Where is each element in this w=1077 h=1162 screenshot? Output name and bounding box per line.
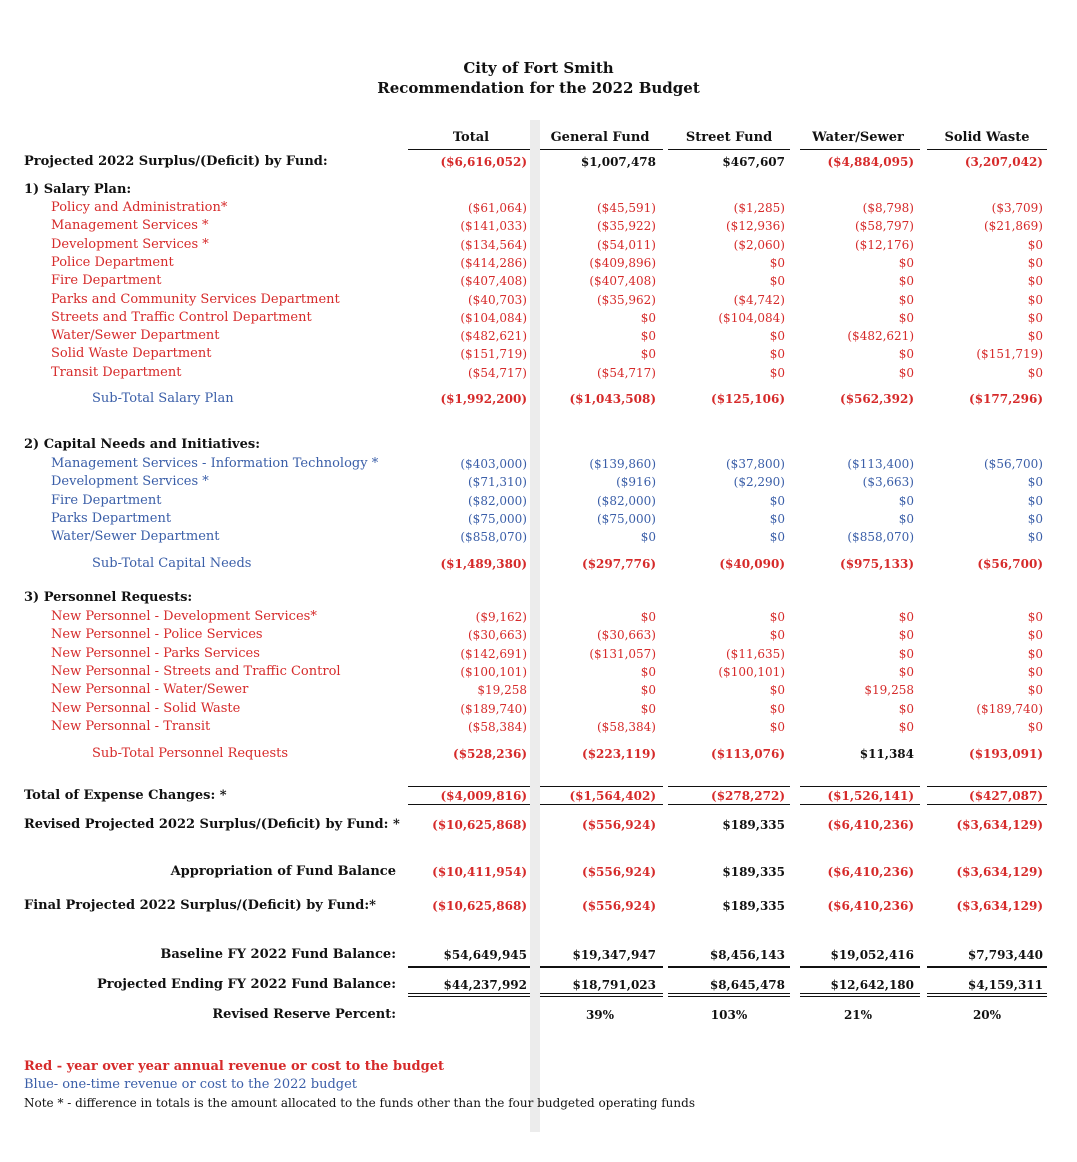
line-item-value-col4: $0 xyxy=(1027,366,1043,380)
appropriation-value-col0: ($10,411,954) xyxy=(432,865,527,879)
line-item-value-col4: $0 xyxy=(1027,256,1043,270)
total-expense-value-col1: ($1,564,402) xyxy=(569,789,656,803)
legend-red: Red - year over year annual revenue or cost to the budget xyxy=(24,1059,444,1074)
line-item-value-col0: ($61,064) xyxy=(468,201,527,215)
line-item-value-col4: ($56,700) xyxy=(984,457,1043,471)
line-item-value-col2: ($104,084) xyxy=(718,311,785,325)
line-item-value-col3: $0 xyxy=(898,311,914,325)
line-item-value-col2: $0 xyxy=(769,274,785,288)
line-item-value-col2: $0 xyxy=(769,702,785,716)
line-item-value-col2: ($37,800) xyxy=(726,457,785,471)
final-projected-value-col3: ($6,410,236) xyxy=(827,899,914,913)
total-expense-bottom-rule-col3 xyxy=(800,804,920,805)
line-item-label: Parks Department xyxy=(51,511,172,526)
line-item-label: New Personnel - Parks Services xyxy=(51,646,260,661)
line-item-value-col2: $0 xyxy=(769,256,785,270)
page-title xyxy=(0,58,1077,98)
projected-value-col0: ($6,616,052) xyxy=(440,155,527,169)
projected-ending-value-col3: $12,642,180 xyxy=(830,978,914,992)
line-item-value-col4: $0 xyxy=(1027,665,1043,679)
projected-value-col2: $467,607 xyxy=(722,155,785,169)
final-projected-value-col2: $189,335 xyxy=(722,899,785,913)
revised-projected-value-col0: ($10,625,868) xyxy=(432,818,527,832)
baseline-rule-col3 xyxy=(800,966,920,968)
line-item-value-col4: $0 xyxy=(1027,647,1043,661)
subtotal-value-2-col4: ($56,700) xyxy=(977,557,1043,571)
reserve-value-col4: 20% xyxy=(972,1008,1002,1022)
baseline-value-col4: $7,793,440 xyxy=(967,948,1043,962)
subtotal-value-3-col3: $11,384 xyxy=(859,747,914,761)
line-item-label: Fire Department xyxy=(51,273,162,288)
column-header-2: Street Fund xyxy=(685,130,773,145)
line-item-value-col2: $0 xyxy=(769,494,785,508)
ending-rule-1-col0 xyxy=(408,993,530,994)
total-expense-bottom-rule-col4 xyxy=(927,804,1047,805)
revised-projected-value-col1: ($556,924) xyxy=(582,818,656,832)
projected-ending-value-col0: $44,237,992 xyxy=(443,978,527,992)
line-item-value-col2: ($100,101) xyxy=(718,665,785,679)
projected-value-col3: ($4,884,095) xyxy=(827,155,914,169)
ending-rule-1-col1 xyxy=(540,993,663,994)
reserve-value-col2: 103% xyxy=(710,1008,748,1022)
line-item-value-col3: $0 xyxy=(898,702,914,716)
line-item-value-col0: ($71,310) xyxy=(468,475,527,489)
baseline-value-col3: $19,052,416 xyxy=(830,948,914,962)
projected-value-col1: $1,007,478 xyxy=(580,155,656,169)
line-item-value-col3: ($113,400) xyxy=(847,457,914,471)
line-item-label: Development Services * xyxy=(51,237,209,252)
ending-rule-2-col3 xyxy=(800,996,920,997)
line-item-value-col0: ($407,408) xyxy=(460,274,527,288)
projected-ending-label: Projected Ending FY 2022 Fund Balance: xyxy=(96,977,396,992)
line-item-value-col4: $0 xyxy=(1027,329,1043,343)
line-item-value-col0: ($75,000) xyxy=(468,512,527,526)
line-item-label: Fire Department xyxy=(51,493,162,508)
revised-projected-value-col3: ($6,410,236) xyxy=(827,818,914,832)
total-expense-label: Total of Expense Changes: * xyxy=(24,788,227,803)
line-item-value-col3: $0 xyxy=(898,293,914,307)
title-line-2: Recommendation for the 2022 Budget xyxy=(377,79,700,97)
line-item-label: Transit Department xyxy=(51,365,182,380)
line-item-value-col2: ($11,635) xyxy=(726,647,785,661)
line-item-label: Streets and Traffic Control Department xyxy=(51,310,312,325)
line-item-value-col3: $0 xyxy=(898,628,914,642)
baseline-value-col0: $54,649,945 xyxy=(443,948,527,962)
total-expense-top-rule-col4 xyxy=(927,786,1047,787)
total-expense-bottom-rule-col1 xyxy=(540,804,663,805)
subtotal-value-3-col0: ($528,236) xyxy=(453,747,527,761)
line-item-value-col2: $0 xyxy=(769,347,785,361)
line-item-value-col2: ($4,742) xyxy=(733,293,785,307)
line-item-label: Parks and Community Services Department xyxy=(51,292,340,307)
column-header-1: General Fund xyxy=(550,130,650,145)
section-heading-2: 2) Capital Needs and Initiatives: xyxy=(24,437,260,452)
baseline-rule-col1 xyxy=(540,966,663,968)
line-item-value-col4: $0 xyxy=(1027,720,1043,734)
line-item-value-col3: $0 xyxy=(898,494,914,508)
line-item-value-col3: $0 xyxy=(898,366,914,380)
header-rule-col3 xyxy=(800,149,920,150)
total-expense-bottom-rule-col0 xyxy=(408,804,530,805)
line-item-label: New Personnal - Water/Sewer xyxy=(51,682,249,697)
final-projected-value-col1: ($556,924) xyxy=(582,899,656,913)
line-item-value-col2: ($2,290) xyxy=(733,475,785,489)
line-item-value-col0: ($30,663) xyxy=(468,628,527,642)
line-item-value-col0: ($58,384) xyxy=(468,720,527,734)
ending-rule-1-col3 xyxy=(800,993,920,994)
total-expense-bottom-rule-col2 xyxy=(668,804,790,805)
line-item-value-col1: $0 xyxy=(640,329,656,343)
line-item-value-col3: ($482,621) xyxy=(847,329,914,343)
line-item-value-col2: ($2,060) xyxy=(733,238,785,252)
legend xyxy=(24,1058,695,1112)
line-item-value-col1: $0 xyxy=(640,702,656,716)
line-item-value-col2: ($1,285) xyxy=(733,201,785,215)
line-item-label: New Personnel - Police Services xyxy=(51,627,263,642)
ending-rule-2-col1 xyxy=(540,996,663,997)
header-rule-col1 xyxy=(540,149,663,150)
projected-label: Projected 2022 Surplus/(Deficit) by Fund: xyxy=(24,154,328,169)
projected-ending-value-col4: $4,159,311 xyxy=(967,978,1043,992)
line-item-value-col3: $0 xyxy=(898,256,914,270)
subtotal-value-3-col1: ($223,119) xyxy=(582,747,656,761)
baseline-rule-col4 xyxy=(927,966,1047,968)
line-item-value-col0: ($189,740) xyxy=(460,702,527,716)
subtotal-value-2-col1: ($297,776) xyxy=(582,557,656,571)
line-item-value-col4: $0 xyxy=(1027,512,1043,526)
ending-rule-2-col2 xyxy=(668,996,790,997)
line-item-value-col1: ($35,922) xyxy=(597,219,656,233)
total-expense-value-col4: ($427,087) xyxy=(969,789,1043,803)
line-item-value-col3: $0 xyxy=(898,274,914,288)
line-item-value-col2: $0 xyxy=(769,683,785,697)
line-item-value-col1: $0 xyxy=(640,311,656,325)
line-item-value-col1: ($131,057) xyxy=(589,647,656,661)
line-item-value-col1: ($409,896) xyxy=(589,256,656,270)
line-item-label: New Personnal - Solid Waste xyxy=(51,701,241,716)
line-item-value-col1: ($916) xyxy=(616,475,656,489)
column-header-3: Water/Sewer xyxy=(812,130,904,145)
header-rule-col4 xyxy=(927,149,1047,150)
final-projected-value-col0: ($10,625,868) xyxy=(432,899,527,913)
line-item-value-col2: $0 xyxy=(769,628,785,642)
line-item-value-col3: $0 xyxy=(898,347,914,361)
line-item-value-col0: ($858,070) xyxy=(460,530,527,544)
line-item-value-col0: ($40,703) xyxy=(468,293,527,307)
line-item-value-col1: $0 xyxy=(640,347,656,361)
total-expense-top-rule-col1 xyxy=(540,786,663,787)
subtotal-label-2: Sub-Total Capital Needs xyxy=(92,556,252,571)
projected-ending-value-col2: $8,645,478 xyxy=(709,978,785,992)
line-item-value-col1: ($54,717) xyxy=(597,366,656,380)
line-item-value-col4: $0 xyxy=(1027,475,1043,489)
section-heading-3: 3) Personnel Requests: xyxy=(24,590,193,605)
general-fund-column-shading xyxy=(530,120,540,1132)
baseline-label: Baseline FY 2022 Fund Balance: xyxy=(160,947,396,962)
line-item-value-col0: ($134,564) xyxy=(460,238,527,252)
line-item-label: Development Services * xyxy=(51,474,209,489)
ending-rule-2-col0 xyxy=(408,996,530,997)
column-header-4: Solid Waste xyxy=(944,130,1030,145)
line-item-value-col1: ($82,000) xyxy=(597,494,656,508)
line-item-label: New Personnal - Transit xyxy=(51,719,211,734)
line-item-value-col1: $0 xyxy=(640,610,656,624)
line-item-value-col3: ($3,663) xyxy=(862,475,914,489)
appropriation-label: Appropriation of Fund Balance xyxy=(170,864,396,879)
total-expense-value-col0: ($4,009,816) xyxy=(440,789,527,803)
line-item-value-col1: ($139,860) xyxy=(589,457,656,471)
line-item-label: New Personnel - Development Services* xyxy=(51,609,317,624)
line-item-value-col0: ($9,162) xyxy=(475,610,527,624)
appropriation-value-col3: ($6,410,236) xyxy=(827,865,914,879)
line-item-value-col0: ($403,000) xyxy=(460,457,527,471)
baseline-value-col2: $8,456,143 xyxy=(709,948,785,962)
line-item-value-col3: $0 xyxy=(898,610,914,624)
line-item-value-col0: ($100,101) xyxy=(460,665,527,679)
section-heading-1: 1) Salary Plan: xyxy=(24,182,132,197)
line-item-value-col4: $0 xyxy=(1027,628,1043,642)
title-line-1: City of Fort Smith xyxy=(463,59,614,77)
line-item-value-col2: $0 xyxy=(769,720,785,734)
line-item-label: Police Department xyxy=(51,255,174,270)
line-item-label: Management Services * xyxy=(51,218,209,233)
line-item-label: Management Services - Information Technology * xyxy=(51,456,379,471)
line-item-value-col0: ($141,033) xyxy=(460,219,527,233)
subtotal-value-1-col2: ($125,106) xyxy=(711,392,785,406)
baseline-rule-col0 xyxy=(408,966,530,968)
line-item-value-col4: $0 xyxy=(1027,293,1043,307)
line-item-value-col3: ($58,797) xyxy=(855,219,914,233)
subtotal-label-1: Sub-Total Salary Plan xyxy=(92,391,234,406)
ending-rule-1-col2 xyxy=(668,993,790,994)
ending-rule-2-col4 xyxy=(927,996,1047,997)
revised-projected-label: Revised Projected 2022 Surplus/(Deficit) by Fund: * xyxy=(24,817,400,832)
total-expense-top-rule-col3 xyxy=(800,786,920,787)
total-expense-top-rule-col2 xyxy=(668,786,790,787)
line-item-value-col2: $0 xyxy=(769,610,785,624)
legend-blue: Blue- one-time revenue or cost to the 2022 budget xyxy=(24,1077,358,1092)
line-item-value-col3: $0 xyxy=(898,512,914,526)
line-item-label: Water/Sewer Department xyxy=(51,328,220,343)
final-projected-label: Final Projected 2022 Surplus/(Deficit) by Fund:* xyxy=(24,898,376,913)
projected-ending-value-col1: $18,791,023 xyxy=(572,978,656,992)
line-item-label: New Personnal - Streets and Traffic Control xyxy=(51,664,341,679)
line-item-value-col0: ($142,691) xyxy=(460,647,527,661)
line-item-value-col4: ($3,709) xyxy=(991,201,1043,215)
reserve-value-col1: 39% xyxy=(585,1008,615,1022)
revised-projected-value-col2: $189,335 xyxy=(722,818,785,832)
line-item-value-col1: ($30,663) xyxy=(597,628,656,642)
line-item-value-col0: ($82,000) xyxy=(468,494,527,508)
line-item-value-col1: ($35,962) xyxy=(597,293,656,307)
line-item-value-col3: $0 xyxy=(898,720,914,734)
final-projected-value-col4: ($3,634,129) xyxy=(956,899,1043,913)
revised-projected-value-col4: ($3,634,129) xyxy=(956,818,1043,832)
line-item-value-col4: $0 xyxy=(1027,494,1043,508)
legend-note: Note * - difference in totals is the amount allocated to the funds other than the four budgeted operating funds xyxy=(24,1096,695,1110)
total-expense-value-col3: ($1,526,141) xyxy=(827,789,914,803)
appropriation-value-col4: ($3,634,129) xyxy=(956,865,1043,879)
baseline-value-col1: $19,347,947 xyxy=(572,948,656,962)
line-item-value-col2: $0 xyxy=(769,530,785,544)
line-item-value-col0: $19,258 xyxy=(477,683,527,697)
line-item-value-col4: $0 xyxy=(1027,311,1043,325)
subtotal-value-1-col0: ($1,992,200) xyxy=(440,392,527,406)
header-rule-col2 xyxy=(668,149,790,150)
line-item-value-col1: $0 xyxy=(640,683,656,697)
appropriation-value-col2: $189,335 xyxy=(722,865,785,879)
subtotal-value-1-col1: ($1,043,508) xyxy=(569,392,656,406)
projected-value-col4: (3,207,042) xyxy=(964,155,1043,169)
line-item-value-col3: $19,258 xyxy=(864,683,914,697)
line-item-label: Solid Waste Department xyxy=(51,346,212,361)
baseline-rule-col2 xyxy=(668,966,790,968)
line-item-value-col4: ($189,740) xyxy=(976,702,1043,716)
line-item-value-col4: $0 xyxy=(1027,610,1043,624)
line-item-value-col0: ($54,717) xyxy=(468,366,527,380)
line-item-value-col1: $0 xyxy=(640,665,656,679)
header-rule-col0 xyxy=(408,149,530,150)
subtotal-value-1-col3: ($562,392) xyxy=(840,392,914,406)
line-item-value-col4: ($21,869) xyxy=(984,219,1043,233)
appropriation-value-col1: ($556,924) xyxy=(582,865,656,879)
line-item-value-col0: ($482,621) xyxy=(460,329,527,343)
line-item-value-col2: $0 xyxy=(769,329,785,343)
line-item-value-col4: $0 xyxy=(1027,274,1043,288)
line-item-value-col1: ($407,408) xyxy=(589,274,656,288)
line-item-value-col0: ($104,084) xyxy=(460,311,527,325)
subtotal-value-2-col2: ($40,090) xyxy=(719,557,785,571)
line-item-value-col3: ($8,798) xyxy=(862,201,914,215)
line-item-value-col4: $0 xyxy=(1027,238,1043,252)
column-header-0: Total xyxy=(452,130,490,145)
subtotal-value-2-col0: ($1,489,380) xyxy=(440,557,527,571)
total-expense-value-col2: ($278,272) xyxy=(711,789,785,803)
line-item-value-col3: $0 xyxy=(898,647,914,661)
line-item-value-col4: $0 xyxy=(1027,530,1043,544)
line-item-value-col1: ($45,591) xyxy=(597,201,656,215)
line-item-value-col3: $0 xyxy=(898,665,914,679)
line-item-value-col2: $0 xyxy=(769,512,785,526)
line-item-value-col4: $0 xyxy=(1027,683,1043,697)
total-expense-top-rule-col0 xyxy=(408,786,530,787)
line-item-value-col1: $0 xyxy=(640,530,656,544)
line-item-label: Water/Sewer Department xyxy=(51,529,220,544)
line-item-value-col3: ($12,176) xyxy=(855,238,914,252)
line-item-value-col1: ($54,011) xyxy=(597,238,656,252)
line-item-value-col2: ($12,936) xyxy=(726,219,785,233)
subtotal-value-3-col4: ($193,091) xyxy=(969,747,1043,761)
line-item-value-col4: ($151,719) xyxy=(976,347,1043,361)
ending-rule-1-col4 xyxy=(927,993,1047,994)
line-item-value-col2: $0 xyxy=(769,366,785,380)
line-item-value-col0: ($151,719) xyxy=(460,347,527,361)
subtotal-value-3-col2: ($113,076) xyxy=(711,747,785,761)
line-item-value-col1: ($75,000) xyxy=(597,512,656,526)
line-item-value-col1: ($58,384) xyxy=(597,720,656,734)
reserve-label: Revised Reserve Percent: xyxy=(212,1007,396,1022)
subtotal-value-1-col4: ($177,296) xyxy=(969,392,1043,406)
subtotal-value-2-col3: ($975,133) xyxy=(840,557,914,571)
line-item-label: Policy and Administration* xyxy=(51,200,228,215)
subtotal-label-3: Sub-Total Personnel Requests xyxy=(92,746,289,761)
line-item-value-col0: ($414,286) xyxy=(460,256,527,270)
reserve-value-col3: 21% xyxy=(843,1008,873,1022)
line-item-value-col3: ($858,070) xyxy=(847,530,914,544)
